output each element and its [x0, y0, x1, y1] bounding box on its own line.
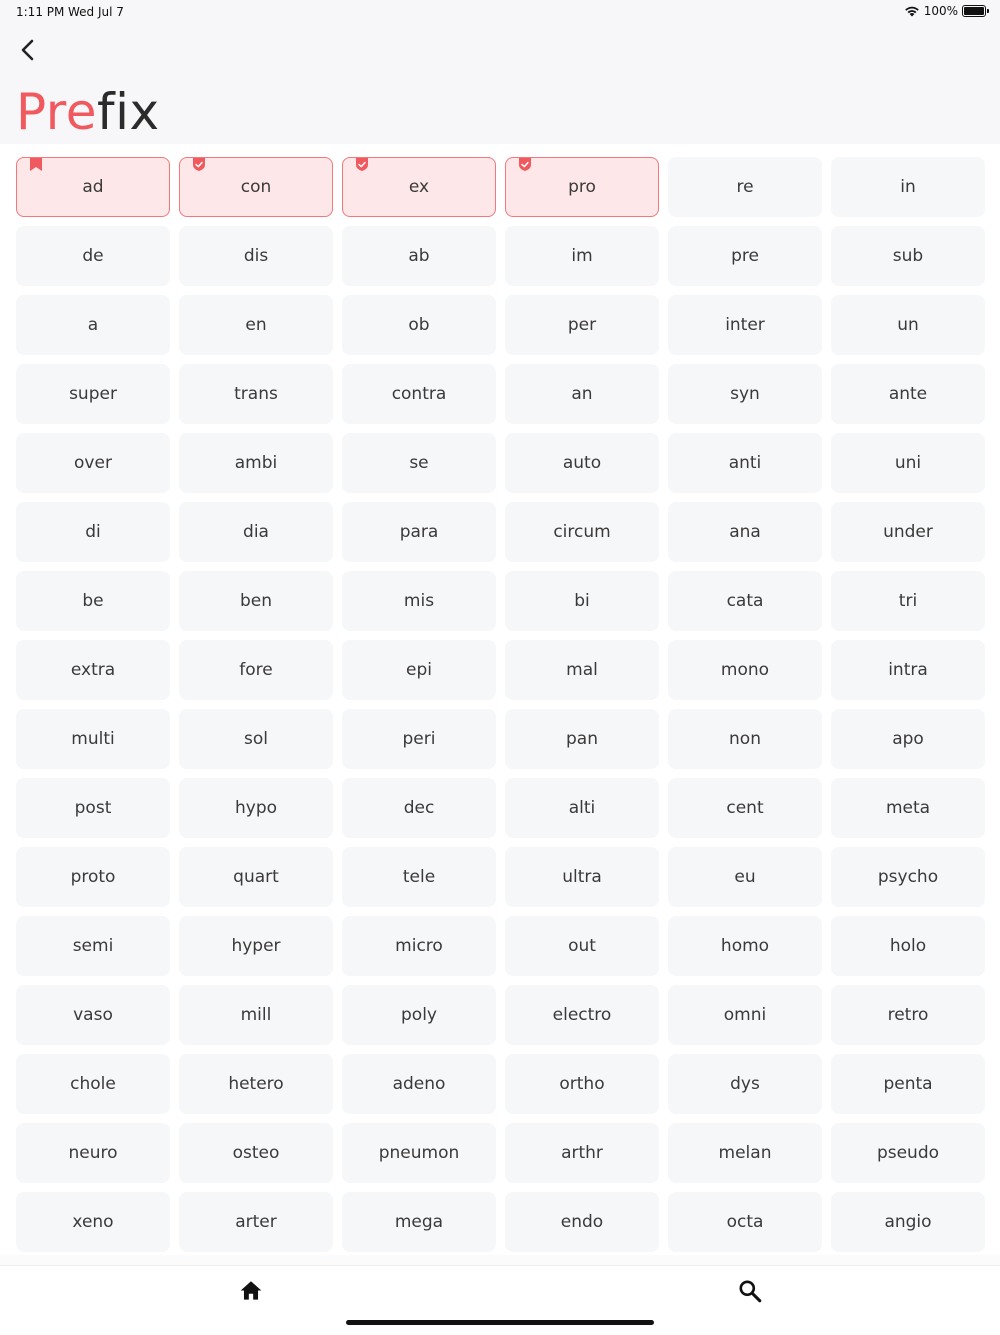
prefix-cell-dia[interactable] [179, 502, 333, 562]
prefix-label: micro [395, 936, 443, 956]
status-right [904, 4, 986, 18]
prefix-label: pneumon [378, 1143, 460, 1163]
prefix-cell-non[interactable] [668, 709, 822, 769]
prefix-label: alti [568, 798, 596, 818]
prefix-cell-tele[interactable] [342, 847, 496, 907]
prefix-cell-pro[interactable] [505, 157, 659, 217]
prefix-cell-homo[interactable] [668, 916, 822, 976]
prefix-label: mono [720, 660, 770, 680]
prefix-label: poly [401, 1005, 437, 1025]
prefix-label: di [85, 522, 101, 542]
prefix-label: homo [720, 936, 770, 956]
prefix-label: quart [233, 867, 279, 887]
prefix-cell-cata[interactable] [668, 571, 822, 631]
prefix-label: per [567, 315, 597, 335]
prefix-label: dec [403, 798, 435, 818]
prefix-label: inter [725, 315, 765, 335]
prefix-label: en [245, 315, 267, 335]
prefix-cell-vaso[interactable] [16, 985, 170, 1045]
prefix-cell-dec[interactable] [342, 778, 496, 838]
prefix-label: in [900, 177, 916, 197]
prefix-label: neuro [68, 1143, 118, 1163]
prefix-cell-in[interactable] [831, 157, 985, 217]
prefix-label: peri [402, 729, 436, 749]
prefix-cell-di[interactable] [16, 502, 170, 562]
prefix-cell-endo[interactable] [505, 1192, 659, 1252]
prefix-cell-en[interactable] [179, 295, 333, 355]
prefix-label: under [883, 522, 933, 542]
prefix-label: contra [391, 384, 447, 404]
prefix-cell-out[interactable] [505, 916, 659, 976]
prefix-label: eu [734, 867, 756, 887]
prefix-label: retro [887, 1005, 929, 1025]
prefix-cell-hypo[interactable] [179, 778, 333, 838]
prefix-cell-eu[interactable] [668, 847, 822, 907]
prefix-label: ben [239, 591, 273, 611]
prefix-cell-sol[interactable] [179, 709, 333, 769]
prefix-cell-mill[interactable] [179, 985, 333, 1045]
prefix-label: pan [566, 729, 598, 749]
status-date: Wed Jul 7 [68, 5, 124, 19]
prefix-label: endo [560, 1212, 604, 1232]
prefix-label: arthr [561, 1143, 603, 1163]
prefix-label: se [409, 453, 429, 473]
prefix-label: ultra [562, 867, 602, 887]
prefix-label: electro [552, 1005, 612, 1025]
prefix-label: ex [408, 177, 430, 197]
prefix-label: ambi [234, 453, 278, 473]
prefix-label: epi [406, 660, 432, 680]
prefix-label: hyper [231, 936, 281, 956]
bookmark-icon [30, 158, 42, 171]
prefix-cell-fore[interactable] [179, 640, 333, 700]
prefix-cell-se[interactable] [342, 433, 496, 493]
prefix-label: hypo [234, 798, 278, 818]
chevron-left-icon [18, 38, 38, 62]
prefix-label: tele [402, 867, 436, 887]
prefix-label: sol [244, 729, 268, 749]
prefix-cell-super[interactable] [16, 364, 170, 424]
title-accent: Pre [16, 83, 97, 141]
title-rest: fix [97, 83, 160, 141]
status-time: 1:11 PM [16, 5, 65, 19]
prefix-label: dis [243, 246, 269, 266]
status-bar [0, 0, 1000, 24]
prefix-label: chole [70, 1074, 116, 1094]
prefix-label: ana [729, 522, 761, 542]
prefix-label: melan [718, 1143, 772, 1163]
prefix-label: holo [889, 936, 927, 956]
prefix-label: vaso [73, 1005, 113, 1025]
prefix-label: intra [888, 660, 928, 680]
prefix-label: circum [553, 522, 611, 542]
prefix-cell-a[interactable] [16, 295, 170, 355]
prefix-cell-osteo[interactable] [179, 1123, 333, 1183]
prefix-cell-neuro[interactable] [16, 1123, 170, 1183]
prefix-label: pro [568, 177, 596, 197]
prefix-cell-mal[interactable] [505, 640, 659, 700]
battery-icon [962, 5, 986, 17]
prefix-label: re [736, 177, 754, 197]
back-button[interactable] [12, 34, 44, 66]
prefix-label: a [87, 315, 99, 335]
shield-check-icon [193, 158, 205, 171]
prefix-cell-bi[interactable] [505, 571, 659, 631]
prefix-label: para [399, 522, 439, 542]
prefix-cell-hyper[interactable] [179, 916, 333, 976]
prefix-cell-ambi[interactable] [179, 433, 333, 493]
prefix-cell-retro[interactable] [831, 985, 985, 1045]
prefix-cell-hetero[interactable] [179, 1054, 333, 1114]
prefix-label: hetero [228, 1074, 284, 1094]
prefix-cell-cent[interactable] [668, 778, 822, 838]
prefix-cell-un[interactable] [831, 295, 985, 355]
prefix-label: cata [726, 591, 764, 611]
prefix-cell-arthr[interactable] [505, 1123, 659, 1183]
prefix-cell-con[interactable] [179, 157, 333, 217]
prefix-cell-extra[interactable] [16, 640, 170, 700]
prefix-cell-xeno[interactable] [16, 1192, 170, 1252]
prefix-cell-over[interactable] [16, 433, 170, 493]
prefix-label: uni [894, 453, 922, 473]
prefix-label: de [82, 246, 104, 266]
prefix-cell-intra[interactable] [831, 640, 985, 700]
prefix-cell-meta[interactable] [831, 778, 985, 838]
prefix-label: pre [731, 246, 759, 266]
prefix-label: bi [574, 591, 590, 611]
tab-home[interactable] [238, 1278, 264, 1304]
prefix-label: mega [394, 1212, 444, 1232]
prefix-cell-post[interactable] [16, 778, 170, 838]
prefix-cell-micro[interactable] [342, 916, 496, 976]
prefix-label: auto [562, 453, 602, 473]
prefix-cell-mono[interactable] [668, 640, 822, 700]
prefix-cell-ortho[interactable] [505, 1054, 659, 1114]
prefix-cell-chole[interactable] [16, 1054, 170, 1114]
prefix-label: ob [408, 315, 430, 335]
prefix-label: super [69, 384, 117, 404]
prefix-cell-proto[interactable] [16, 847, 170, 907]
prefix-label: fore [239, 660, 273, 680]
prefix-label: tri [898, 591, 918, 611]
prefix-cell-be[interactable] [16, 571, 170, 631]
prefix-label: octa [726, 1212, 764, 1232]
prefix-label: trans [234, 384, 278, 404]
prefix-cell-ante[interactable] [831, 364, 985, 424]
prefix-label: dia [243, 522, 269, 542]
prefix-cell-apo[interactable] [831, 709, 985, 769]
prefix-grid [16, 157, 984, 1252]
prefix-cell-semi[interactable] [16, 916, 170, 976]
wifi-icon [904, 5, 920, 17]
prefix-label: non [729, 729, 761, 749]
prefix-cell-pre[interactable] [668, 226, 822, 286]
prefix-label: syn [730, 384, 760, 404]
prefix-label: penta [883, 1074, 933, 1094]
prefix-label: angio [884, 1212, 932, 1232]
prefix-label: over [74, 453, 112, 473]
prefix-cell-tri[interactable] [831, 571, 985, 631]
prefix-cell-mis[interactable] [342, 571, 496, 631]
prefix-cell-pneumon[interactable] [342, 1123, 496, 1183]
prefix-cell-para[interactable] [342, 502, 496, 562]
prefix-cell-adeno[interactable] [342, 1054, 496, 1114]
prefix-label: semi [72, 936, 114, 956]
prefix-cell-ex[interactable] [342, 157, 496, 217]
prefix-cell-ben[interactable] [179, 571, 333, 631]
prefix-cell-penta[interactable] [831, 1054, 985, 1114]
prefix-label: adeno [392, 1074, 446, 1094]
prefix-cell-ab[interactable] [342, 226, 496, 286]
prefix-label: pseudo [876, 1143, 940, 1163]
prefix-label: arter [235, 1212, 277, 1232]
prefix-cell-de[interactable] [16, 226, 170, 286]
prefix-label: sub [892, 246, 924, 266]
prefix-cell-peri[interactable] [342, 709, 496, 769]
prefix-cell-mega[interactable] [342, 1192, 496, 1252]
prefix-label: out [568, 936, 596, 956]
prefix-label: proto [70, 867, 116, 887]
prefix-cell-trans[interactable] [179, 364, 333, 424]
prefix-cell-uni[interactable] [831, 433, 985, 493]
prefix-cell-syn[interactable] [668, 364, 822, 424]
prefix-label: ab [408, 246, 430, 266]
prefix-cell-melan[interactable] [668, 1123, 822, 1183]
home-icon [238, 1278, 264, 1304]
prefix-label: un [897, 315, 919, 335]
prefix-label: osteo [232, 1143, 280, 1163]
prefix-cell-an[interactable] [505, 364, 659, 424]
prefix-cell-epi[interactable] [342, 640, 496, 700]
prefix-cell-quart[interactable] [179, 847, 333, 907]
prefix-cell-dis[interactable] [179, 226, 333, 286]
prefix-cell-psycho[interactable] [831, 847, 985, 907]
prefix-cell-pseudo[interactable] [831, 1123, 985, 1183]
prefix-label: meta [885, 798, 931, 818]
prefix-label: mal [566, 660, 598, 680]
prefix-label: post [74, 798, 112, 818]
prefix-cell-circum[interactable] [505, 502, 659, 562]
prefix-label: ortho [559, 1074, 605, 1094]
prefix-cell-inter[interactable] [668, 295, 822, 355]
prefix-label: psycho [877, 867, 939, 887]
prefix-cell-im[interactable] [505, 226, 659, 286]
shield-check-icon [519, 158, 531, 171]
prefix-label: con [240, 177, 272, 197]
prefix-cell-alti[interactable] [505, 778, 659, 838]
prefix-cell-octa[interactable] [668, 1192, 822, 1252]
prefix-label: dys [730, 1074, 760, 1094]
prefix-cell-ana[interactable] [668, 502, 822, 562]
prefix-label: mis [403, 591, 435, 611]
tab-search[interactable] [737, 1278, 763, 1304]
prefix-cell-ob[interactable] [342, 295, 496, 355]
prefix-label: multi [71, 729, 115, 749]
battery-percent: 100% [923, 4, 958, 18]
page-title [16, 82, 160, 142]
prefix-label: be [82, 591, 104, 611]
prefix-cell-contra[interactable] [342, 364, 496, 424]
prefix-cell-multi[interactable] [16, 709, 170, 769]
prefix-cell-holo[interactable] [831, 916, 985, 976]
prefix-label: extra [70, 660, 116, 680]
shield-check-icon [356, 158, 368, 171]
prefix-cell-anti[interactable] [668, 433, 822, 493]
header [0, 24, 1000, 144]
prefix-label: mill [240, 1005, 272, 1025]
prefix-label: an [571, 384, 593, 404]
prefix-label: im [571, 246, 593, 266]
prefix-cell-dys[interactable] [668, 1054, 822, 1114]
prefix-cell-angio[interactable] [831, 1192, 985, 1252]
prefix-label: anti [728, 453, 762, 473]
prefix-cell-poly[interactable] [342, 985, 496, 1045]
prefix-label: cent [726, 798, 764, 818]
prefix-label: ad [82, 177, 104, 197]
prefix-label: xeno [72, 1212, 114, 1232]
prefix-cell-re[interactable] [668, 157, 822, 217]
prefix-cell-electro[interactable] [505, 985, 659, 1045]
prefix-cell-arter[interactable] [179, 1192, 333, 1252]
home-indicator [346, 1320, 654, 1325]
prefix-cell-ultra[interactable] [505, 847, 659, 907]
prefix-label: apo [892, 729, 924, 749]
prefix-cell-auto[interactable] [505, 433, 659, 493]
prefix-cell-pan[interactable] [505, 709, 659, 769]
prefix-label: ante [888, 384, 928, 404]
prefix-cell-per[interactable] [505, 295, 659, 355]
prefix-cell-under[interactable] [831, 502, 985, 562]
prefix-cell-omni[interactable] [668, 985, 822, 1045]
prefix-cell-ad[interactable] [16, 157, 170, 217]
prefix-label: omni [723, 1005, 767, 1025]
search-icon [737, 1278, 763, 1304]
prefix-cell-sub[interactable] [831, 226, 985, 286]
